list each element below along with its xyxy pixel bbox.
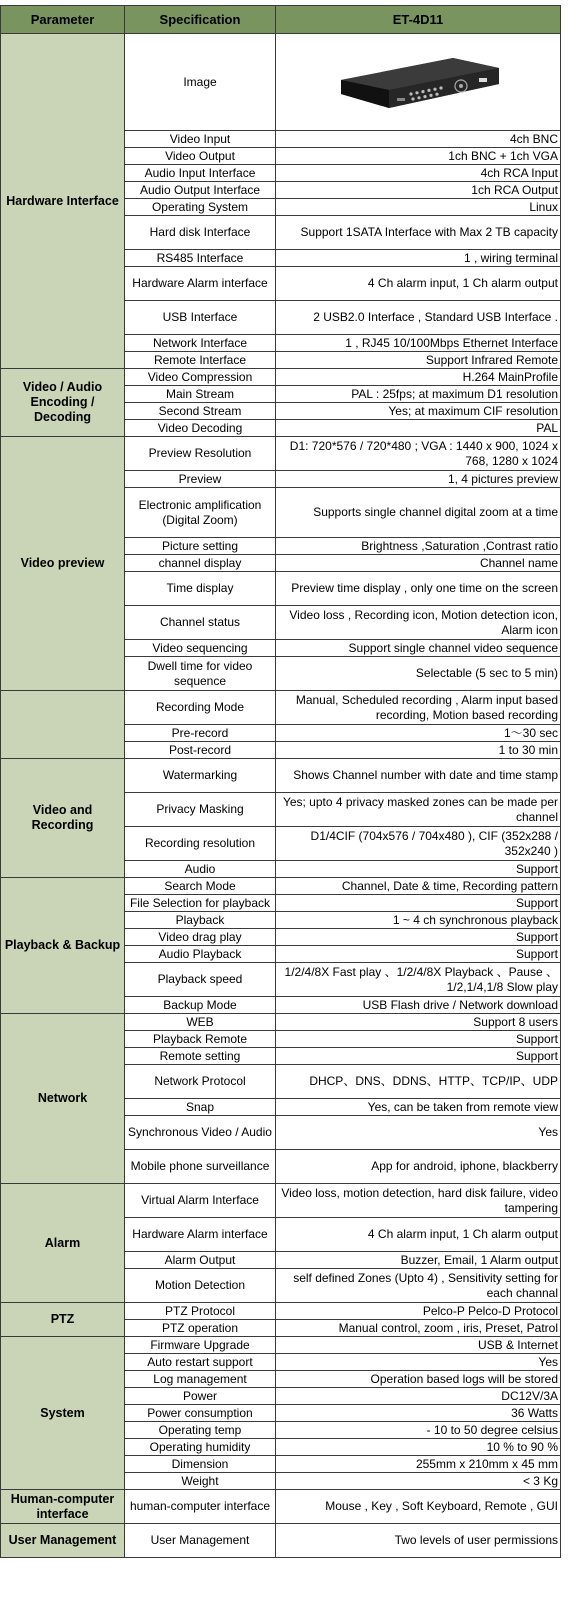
parameter-cell: Snap	[125, 1099, 276, 1116]
value-cell: Yes	[276, 1116, 561, 1150]
value-cell: Support	[276, 1048, 561, 1065]
value-cell: Yes	[276, 1354, 561, 1371]
value-cell: Shows Channel number with date and time stamp	[276, 759, 561, 793]
parameter-cell: Image	[125, 34, 276, 131]
group-label-video-and-recording: Video and Recording	[1, 759, 125, 878]
value-cell: 36 Watts	[276, 1405, 561, 1422]
parameter-cell: WEB	[125, 1014, 276, 1031]
parameter-cell: Playback	[125, 912, 276, 929]
value-cell: < 3 Kg	[276, 1473, 561, 1490]
parameter-cell: Electronic amplification (Digital Zoom)	[125, 488, 276, 538]
group-label-video-preview: Video preview	[1, 437, 125, 691]
parameter-cell: Channel status	[125, 606, 276, 640]
parameter-cell: Recording Mode	[125, 691, 276, 725]
value-cell: Linux	[276, 199, 561, 216]
parameter-cell: Operating System	[125, 199, 276, 216]
table-row	[1, 34, 561, 131]
parameter-cell: Search Mode	[125, 878, 276, 895]
value-cell: 4ch RCA Input	[276, 165, 561, 182]
table-row	[1, 1490, 561, 1524]
group-label-ptz: PTZ	[1, 1303, 125, 1337]
parameter-cell: PTZ operation	[125, 1320, 276, 1337]
value-cell: Channel name	[276, 555, 561, 572]
parameter-cell: Remote Interface	[125, 352, 276, 369]
parameter-cell: human-computer interface	[125, 1490, 276, 1524]
group-label-user-management: User Management	[1, 1524, 125, 1558]
value-cell: 1 , wiring terminal	[276, 250, 561, 267]
table-row	[1, 691, 561, 725]
value-cell: 1 to 30 min	[276, 742, 561, 759]
parameter-cell: Picture setting	[125, 538, 276, 555]
parameter-cell: Hard disk Interface	[125, 216, 276, 250]
dvr-device-image	[333, 50, 503, 114]
value-cell: Channel, Date & time, Recording pattern	[276, 878, 561, 895]
parameter-cell: PTZ Protocol	[125, 1303, 276, 1320]
parameter-cell: Audio Output Interface	[125, 182, 276, 199]
value-cell: Support 8 users	[276, 1014, 561, 1031]
value-cell: 1 ~ 4 ch synchronous playback	[276, 912, 561, 929]
value-cell: 1ch BNC + 1ch VGA	[276, 148, 561, 165]
value-cell: Support	[276, 929, 561, 946]
parameter-cell: Recording resolution	[125, 827, 276, 861]
value-cell: Buzzer, Email, 1 Alarm output	[276, 1252, 561, 1269]
parameter-cell: Operating temp	[125, 1422, 276, 1439]
value-cell: Brightness ,Saturation ,Contrast ratio	[276, 538, 561, 555]
value-cell: DC12V/3A	[276, 1388, 561, 1405]
parameter-cell: Watermarking	[125, 759, 276, 793]
parameter-cell: Power	[125, 1388, 276, 1405]
value-cell: 4 Ch alarm input, 1 Ch alarm output	[276, 1218, 561, 1252]
parameter-cell: Video Decoding	[125, 420, 276, 437]
parameter-cell: Dwell time for video sequence	[125, 657, 276, 691]
table-row	[1, 1337, 561, 1354]
value-cell: Preview time display , only one time on the screen	[276, 572, 561, 606]
value-cell: Pelco-P Pelco-D Protocol	[276, 1303, 561, 1320]
parameter-cell: Preview Resolution	[125, 437, 276, 471]
parameter-cell: Alarm Output	[125, 1252, 276, 1269]
table-row	[1, 1014, 561, 1031]
parameter-cell: Hardware Alarm interface	[125, 267, 276, 301]
value-cell: Manual, Scheduled recording , Alarm input based recording, Motion based recording	[276, 691, 561, 725]
value-cell: D1/4CIF (704x576 / 704x480 ), CIF (352x288 / 352x240 )	[276, 827, 561, 861]
value-cell: 1, 4 pictures preview	[276, 471, 561, 488]
parameter-cell: Video Input	[125, 131, 276, 148]
header-model: ET-4D11	[276, 6, 561, 34]
parameter-cell: Second Stream	[125, 403, 276, 420]
parameter-cell: Pre-record	[125, 725, 276, 742]
value-cell: 4ch BNC	[276, 131, 561, 148]
value-cell: Manual control, zoom , iris, Preset, Patrol	[276, 1320, 561, 1337]
value-cell: 255mm x 210mm x 45 mm	[276, 1456, 561, 1473]
parameter-cell: Video drag play	[125, 929, 276, 946]
value-cell: H.264 MainProfile	[276, 369, 561, 386]
parameter-cell: Playback speed	[125, 963, 276, 997]
value-cell: USB Flash drive / Network download	[276, 997, 561, 1014]
value-cell: Support	[276, 946, 561, 963]
parameter-cell: Audio Playback	[125, 946, 276, 963]
value-cell: 1/2/4/8X Fast play 、1/2/4/8X Playback 、Pause 、1/2,1/4,1/8 Slow play	[276, 963, 561, 997]
value-cell: self defined Zones (Upto 4) , Sensitivity setting for each channal	[276, 1269, 561, 1303]
table-row	[1, 878, 561, 895]
value-cell: 1ch RCA Output	[276, 182, 561, 199]
header-parameter: Parameter	[1, 6, 125, 34]
parameter-cell: Privacy Masking	[125, 793, 276, 827]
value-cell: Supports single channel digital zoom at a time	[276, 488, 561, 538]
parameter-cell: Backup Mode	[125, 997, 276, 1014]
value-cell: 10 % to 90 %	[276, 1439, 561, 1456]
group-label-alarm: Alarm	[1, 1184, 125, 1303]
image-cell	[276, 34, 561, 131]
value-cell: PAL : 25fps; at maximum D1 resolution	[276, 386, 561, 403]
parameter-cell: USB Interface	[125, 301, 276, 335]
parameter-cell: Power consumption	[125, 1405, 276, 1422]
value-cell: App for android, iphone, blackberry	[276, 1150, 561, 1184]
parameter-cell: Virtual Alarm Interface	[125, 1184, 276, 1218]
group-label-video-audio-encoding-decoding: Video / Audio Encoding / Decoding	[1, 369, 125, 437]
value-cell: Operation based logs will be stored	[276, 1371, 561, 1388]
group-label-network: Network	[1, 1014, 125, 1184]
value-cell: 1～30 sec	[276, 725, 561, 742]
value-cell: Yes; at maximum CIF resolution	[276, 403, 561, 420]
parameter-cell: Network Protocol	[125, 1065, 276, 1099]
parameter-cell: Audio Input Interface	[125, 165, 276, 182]
table-row	[1, 759, 561, 793]
parameter-cell: RS485 Interface	[125, 250, 276, 267]
parameter-cell: Log management	[125, 1371, 276, 1388]
parameter-cell: Hardware Alarm interface	[125, 1218, 276, 1252]
value-cell: 1 , RJ45 10/100Mbps Ethernet Interface	[276, 335, 561, 352]
parameter-cell: Auto restart support	[125, 1354, 276, 1371]
value-cell: DHCP、DNS、DDNS、HTTP、TCP/IP、UDP	[276, 1065, 561, 1099]
value-cell: Support	[276, 861, 561, 878]
value-cell: Video loss, motion detection, hard disk failure, video tampering	[276, 1184, 561, 1218]
group-label-playback-backup: Playback & Backup	[1, 878, 125, 1014]
value-cell: Yes; upto 4 privacy masked zones can be made per channel	[276, 793, 561, 827]
parameter-cell: Weight	[125, 1473, 276, 1490]
header-row	[1, 6, 561, 34]
value-cell: Support	[276, 1031, 561, 1048]
table-row	[1, 437, 561, 471]
parameter-cell: Main Stream	[125, 386, 276, 403]
value-cell: Two levels of user permissions	[276, 1524, 561, 1558]
parameter-cell: Video sequencing	[125, 640, 276, 657]
specification-table	[0, 5, 561, 1558]
value-cell: Video loss , Recording icon, Motion detection icon, Alarm icon	[276, 606, 561, 640]
parameter-cell: Remote setting	[125, 1048, 276, 1065]
header-specification: Specification	[125, 6, 276, 34]
value-cell: PAL	[276, 420, 561, 437]
value-cell: Mouse , Key , Soft Keyboard, Remote , GUI	[276, 1490, 561, 1524]
parameter-cell: Preview	[125, 471, 276, 488]
value-cell: Yes, can be taken from remote view	[276, 1099, 561, 1116]
value-cell: Selectable (5 sec to 5 min)	[276, 657, 561, 691]
table-row	[1, 369, 561, 386]
specification-body	[1, 34, 561, 1558]
parameter-cell: Video Output	[125, 148, 276, 165]
parameter-cell: Post-record	[125, 742, 276, 759]
parameter-cell: channel display	[125, 555, 276, 572]
parameter-cell: Operating humidity	[125, 1439, 276, 1456]
table-row	[1, 1184, 561, 1218]
parameter-cell: Synchronous Video / Audio	[125, 1116, 276, 1150]
parameter-cell: Playback Remote	[125, 1031, 276, 1048]
parameter-cell: Dimension	[125, 1456, 276, 1473]
value-cell: - 10 to 50 degree celsius	[276, 1422, 561, 1439]
value-cell: Support single channel video sequence	[276, 640, 561, 657]
parameter-cell: Audio	[125, 861, 276, 878]
group-label-human-computer-interface: Human-computer interface	[1, 1490, 125, 1524]
parameter-cell: Firmware Upgrade	[125, 1337, 276, 1354]
value-cell: 2 USB2.0 Interface , Standard USB Interface .	[276, 301, 561, 335]
value-cell: Support 1SATA Interface with Max 2 TB capacity	[276, 216, 561, 250]
parameter-cell: Network Interface	[125, 335, 276, 352]
value-cell: D1: 720*576 / 720*480 ; VGA : 1440 x 900, 1024 x 768, 1280 x 1024	[276, 437, 561, 471]
parameter-cell: Motion Detection	[125, 1269, 276, 1303]
value-cell: 4 Ch alarm input, 1 Ch alarm output	[276, 267, 561, 301]
table-row	[1, 1524, 561, 1558]
value-cell: Support Infrared Remote	[276, 352, 561, 369]
parameter-cell: Time display	[125, 572, 276, 606]
value-cell: USB & Internet	[276, 1337, 561, 1354]
group-label-system: System	[1, 1337, 125, 1490]
group-label-unnamed	[1, 691, 125, 759]
parameter-cell: File Selection for playback	[125, 895, 276, 912]
table-row	[1, 1303, 561, 1320]
parameter-cell: User Management	[125, 1524, 276, 1558]
parameter-cell: Mobile phone surveillance	[125, 1150, 276, 1184]
parameter-cell: Video Compression	[125, 369, 276, 386]
group-label-hardware-interface: Hardware Interface	[1, 34, 125, 369]
value-cell: Support	[276, 895, 561, 912]
